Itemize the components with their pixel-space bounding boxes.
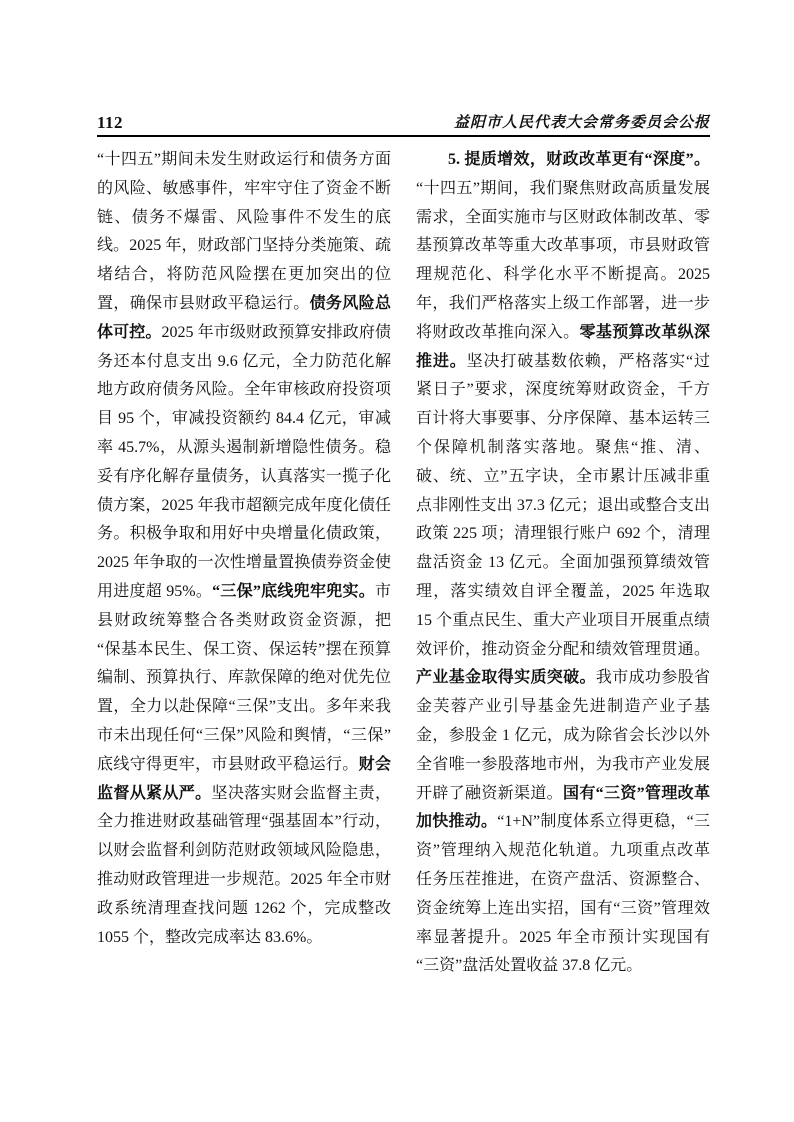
left-column — [97, 146, 391, 981]
right-column-paragraph: 5. 提质增效，财政改革更有“深度”。“十四五”期间，我们聚焦财政高质量发展需求，全面实施市与区财政体制改革、零基预算改革等重大改革事项，市县财政管理规范化、科学化水平不断提高。2025 年，我们严格落实上级工作部署，进一步将财政改革推向深入。零基预算改革纵深推进。坚决打破基数依赖，严格落实“过紧日子”要求，深度统筹财政资金，千方百计将大事要事、分序保障、基本运转三个保障机制落实落地。聚焦“推、清、破、统、立”五字诀，全市累计压减非重点非刚性支出 37.3 亿元；退出或整合支出政策 225 项；清理银行账户 692 个，清理盘活资金 13 亿元。全面加强预算绩效管理，落实绩效自评全覆盖，2025 年选取 15 个重点民生、重大产业项目开展重点绩效评价，推动资金分配和绩效管理贯通。产业基金取得实质突破。我市成功参股省金芙蓉产业引导基金先进制造产业子基金，参股金 1 亿元，成为除省会长沙以外全省唯一参股落地市州，为我市产业发展开辟了融资新渠道。国有“三资”管理改革加快推动。“1+N”制度体系立得更稳，“三资”管理纳入规范化轨道。九项重点改革任务压茬推进，在资产盘活、资源整合、资金统筹上连出实招，国有“三资”管理效率显著提升。2025 年全市预计实现国有“三资”盘活处置收益 37.8 亿元。 — [416, 151, 710, 975]
page-header — [97, 114, 710, 137]
content-columns — [97, 146, 710, 981]
right-column — [416, 146, 710, 981]
header-title: 益阳市人民代表大会常务委员会公报 — [453, 115, 710, 131]
page-number: 112 — [97, 113, 124, 132]
left-column-paragraph: “十四五”期间未发生财政运行和债务方面的风险、敏感事件，牢牢守住了资金不断链、债务不爆雷、风险事件不发生的底线。2025 年，财政部门坚持分类施策、疏堵结合，将防范风险摆在更加突出的位置，确保市县财政平稳运行。债务风险总体可控。2025 年市级财政预算安排政府债务还本付息支出 9.6 亿元，全力防范化解地方政府债务风险。全年审核政府投资项目 95 个，审减投资额约 84.4 亿元，审减率 45.7%，从源头遏制新增隐性债务。稳妥有序化解存量债务，认真落实一揽子化债方案，2025 年我市超额完成年度化债任务。积极争取和用好中央增量化债政策，2025 年争取的一次性增量置换债券资金使用进度超 95%。“三保”底线兜牢兜实。市县财政统筹整合各类财政资金资源，把“保基本民生、保工资、保运转”摆在预算编制、预算执行、库款保障的绝对优先位置，全力以赴保障“三保”支出。多年来我市未出现任何“三保”风险和舆情，“三保”底线守得更牢，市县财政平稳运行。财会监督从紧从严。坚决落实财会监督主责，全力推进财政基础管理“强基固本”行动，以财会监督利剑防范财政领域风险隐患，推动财政管理进一步规范。2025 年全市财政系统清理查找问题 1262 个，完成整改 1055 个，整改完成率达 83.6%。 — [97, 151, 391, 946]
